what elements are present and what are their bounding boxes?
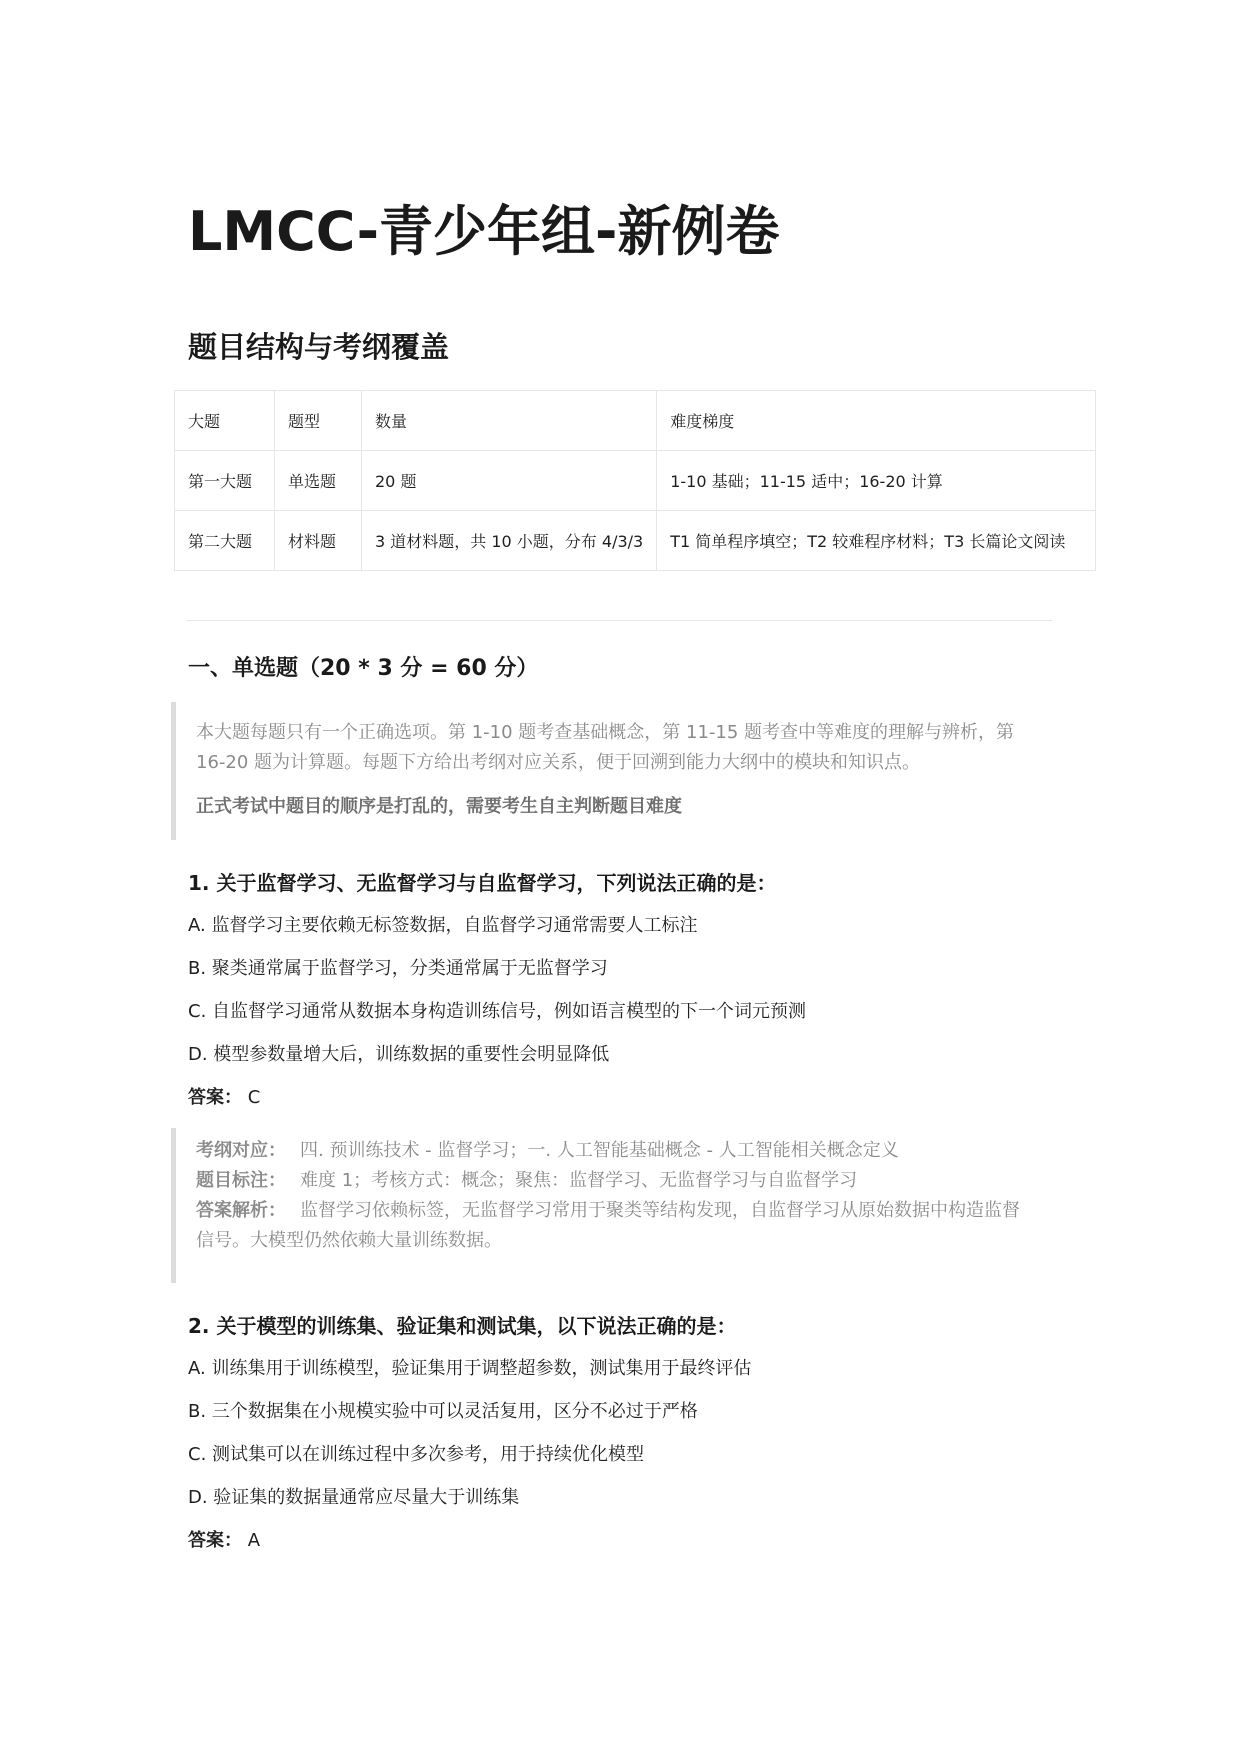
syllabus-line	[196, 1136, 899, 1166]
header-cell: 题型	[275, 391, 362, 451]
section-divider	[186, 620, 1052, 621]
tag-text: 难度 1；考核方式：概念；聚焦：监督学习、无监督学习与自监督学习	[300, 1170, 858, 1191]
table-cell: 1-10 基础；11-15 适中；16-20 计算	[657, 451, 1096, 511]
header-cell: 大题	[175, 391, 275, 451]
tag-label: 题目标注：	[196, 1170, 286, 1191]
question-1-notes	[171, 1128, 1051, 1283]
question-1-option-d: D. 模型参数量增大后，训练数据的重要性会明显降低	[188, 1044, 610, 1065]
part1-heading: 一、单选题（20 * 3 分 = 60 分）	[188, 656, 539, 681]
table-cell: T1 简单程序填空；T2 较难程序材料；T3 长篇论文阅读	[657, 511, 1096, 571]
explanation-text: 监督学习依赖标签，无监督学习常用于聚类等结构发现，自监督学习从原始数据中构造监督信号。大模型仍然依赖大量训练数据。	[196, 1200, 1020, 1251]
table-header-row	[175, 391, 1096, 451]
tag-line	[196, 1166, 857, 1196]
question-2-title: 2. 关于模型的训练集、验证集和测试集，以下说法正确的是：	[188, 1314, 737, 1338]
part1-instructions	[171, 702, 1051, 840]
header-cell: 数量	[362, 391, 657, 451]
table-cell: 单选题	[275, 451, 362, 511]
question-2-option-c: C. 测试集可以在训练过程中多次参考，用于持续优化模型	[188, 1444, 645, 1465]
table-cell: 20 题	[362, 451, 657, 511]
table-row	[175, 451, 1096, 511]
question-1-option-b: B. 聚类通常属于监督学习，分类通常属于无监督学习	[188, 958, 608, 979]
question-1-option-c: C. 自监督学习通常从数据本身构造训练信号，例如语言模型的下一个词元预测	[188, 1001, 807, 1022]
structure-table	[174, 390, 1096, 571]
structure-heading: 题目结构与考纲覆盖	[188, 330, 450, 364]
explanation-label: 答案解析：	[196, 1200, 286, 1221]
part1-note: 正式考试中题目的顺序是打乱的，需要考生自主判断题目难度	[196, 796, 682, 817]
part1-intro: 本大题每题只有一个正确选项。第 1-10 题考查基础概念，第 11-15 题考查中等难度的理解与辨析，第 16-20 题为计算题。每题下方给出考纲对应关系，便于回溯到能力大纲中的模块和知识点。	[196, 722, 1015, 773]
question-1-option-a: A. 监督学习主要依赖无标签数据，自监督学习通常需要人工标注	[188, 915, 698, 936]
answer-value: A	[247, 1530, 261, 1551]
document-title: LMCC-青少年组-新例卷	[188, 200, 780, 263]
table-cell: 3 道材料题，共 10 小题，分布 4/3/3	[362, 511, 657, 571]
table-cell: 材料题	[275, 511, 362, 571]
answer-label: 答案：	[188, 1087, 242, 1108]
answer-label: 答案：	[188, 1530, 242, 1551]
question-2-option-a: A. 训练集用于训练模型，验证集用于调整超参数，测试集用于最终评估	[188, 1358, 752, 1379]
answer-value: C	[247, 1087, 261, 1108]
table-cell: 第一大题	[175, 451, 275, 511]
table-cell: 第二大题	[175, 511, 275, 571]
explanation-line	[196, 1196, 1036, 1256]
table-row	[175, 511, 1096, 571]
header-cell: 难度梯度	[657, 391, 1096, 451]
question-2-answer	[188, 1527, 260, 1555]
syllabus-label: 考纲对应：	[196, 1140, 286, 1161]
syllabus-text: 四. 预训练技术 - 监督学习；一. 人工智能基础概念 - 人工智能相关概念定义	[300, 1140, 899, 1161]
question-2-option-d: D. 验证集的数据量通常应尽量大于训练集	[188, 1487, 520, 1508]
question-2-option-b: B. 三个数据集在小规模实验中可以灵活复用，区分不必过于严格	[188, 1401, 698, 1422]
question-1-title: 1. 关于监督学习、无监督学习与自监督学习，下列说法正确的是：	[188, 871, 777, 895]
question-1-answer	[188, 1084, 260, 1112]
